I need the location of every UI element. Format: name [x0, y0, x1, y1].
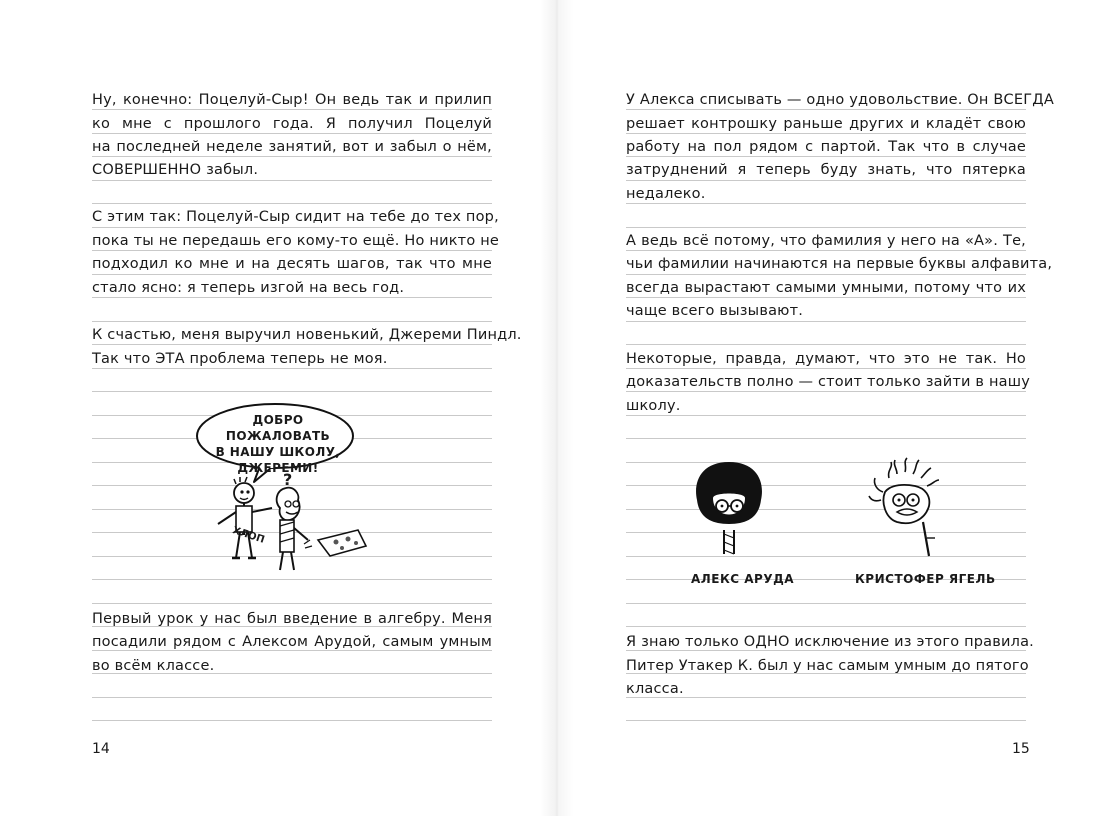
text-line: А ведь всё потому, что фамилия у него на «А». Те, — [626, 233, 1026, 249]
text-line: Так что ЭТА проблема теперь не моя. — [92, 351, 388, 367]
page-number: 15 — [1012, 741, 1030, 757]
text-line: подходил ко мне и на десять шагов, так что мне — [92, 256, 492, 272]
text-line: чаще всего вызывают. — [626, 303, 804, 319]
ruled-line — [626, 485, 1026, 486]
ruled-line — [626, 156, 1026, 157]
text-line: класса. — [626, 681, 684, 697]
ruled-line — [626, 227, 1026, 228]
ruled-line — [92, 109, 492, 110]
ruled-line — [92, 250, 492, 251]
ruled-line — [92, 720, 492, 721]
ruled-line — [92, 203, 492, 204]
ruled-line — [92, 156, 492, 157]
text-line: С этим так: Поцелуй-Сыр сидит на тебе до тех пор, — [92, 209, 499, 225]
text-line: К счастью, меня выручил новенький, Джереми Пиндл. — [92, 327, 522, 343]
ruled-line — [92, 603, 492, 604]
bubble-line: В НАШУ ШКОЛУ, — [215, 445, 341, 459]
question-mark: ? — [283, 470, 293, 489]
ruled-line — [626, 438, 1026, 439]
ruled-line — [626, 321, 1026, 322]
ruled-line — [626, 250, 1026, 251]
text-line: СОВЕРШЕННО забыл. — [92, 162, 259, 178]
alex-aruda-illustration — [689, 458, 769, 568]
text-line: Первый урок у нас был введение в алгебру. Меня — [92, 611, 492, 627]
ruled-line — [626, 274, 1026, 275]
sound-effect-text: ХЛОП — [231, 525, 266, 546]
text-line: Ну, конечно: Поцелуй-Сыр! Он ведь так и прилип — [92, 92, 492, 108]
ruled-line — [626, 203, 1026, 204]
text-line: Я знаю только ОДНО исключение из этого правила. — [626, 634, 1034, 650]
text-line: У Алекса списывать — одно удовольствие. Он ВСЕГДА — [626, 92, 1054, 108]
ruled-line — [626, 532, 1026, 533]
text-line: недалеко. — [626, 186, 706, 202]
text-line: школу. — [626, 398, 681, 414]
ruled-line — [92, 344, 492, 345]
bubble-line: ДОБРО ПОЖАЛОВАТЬ — [225, 413, 331, 443]
ruled-line — [626, 109, 1026, 110]
ruled-line — [626, 462, 1026, 463]
text-line: чьи фамилии начинаются на первые буквы алфавита, — [626, 256, 1053, 272]
ruled-line — [92, 697, 492, 698]
caption-christopher: КРИСТОФЕР ЯГЕЛЬ — [855, 572, 996, 586]
ruled-line — [92, 321, 492, 322]
text-line: во всём классе. — [92, 658, 215, 674]
text-line: затруднений я теперь буду знать, что пятерка — [626, 162, 1026, 178]
text-line: Питер Утакер К. был у нас самым умным до пятого — [626, 658, 1029, 674]
ruled-line — [626, 344, 1026, 345]
ruled-line — [92, 180, 492, 181]
ruled-line — [92, 227, 492, 228]
ruled-line — [626, 297, 1026, 298]
text-line: стало ясно: я теперь изгой на весь год. — [92, 280, 405, 296]
text-line: пока ты не передашь его кому-то ещё. Но никто не — [92, 233, 499, 249]
text-line: на последней неделе занятий, вот и забыл о нём, — [92, 139, 492, 155]
text-line: ко мне с прошлого года. Я получил Поцелуй — [92, 116, 492, 132]
ruled-line — [92, 391, 492, 392]
text-line: решает контрошку раньше других и кладёт свою — [626, 116, 1026, 132]
text-line: всегда вырастают самыми умными, потому что их — [626, 280, 1026, 296]
ruled-line — [92, 274, 492, 275]
ruled-line — [626, 720, 1026, 721]
caption-alex: АЛЕКС АРУДА — [691, 572, 795, 586]
ruled-line — [626, 603, 1026, 604]
page-number: 14 — [92, 741, 110, 757]
text-line: работу на пол рядом с партой. Так что в случае — [626, 139, 1026, 155]
text-line: доказательств полно — стоит только зайти в нашу — [626, 374, 1030, 390]
ruled-line — [626, 556, 1026, 557]
text-line: Некоторые, правда, думают, что это не так. Но — [626, 351, 1026, 367]
ruled-line — [626, 180, 1026, 181]
ruled-line — [626, 391, 1026, 392]
ruled-line — [626, 626, 1026, 627]
speech-bubble-text — [200, 412, 356, 476]
text-line: посадили рядом с Алексом Арудой, самым умным — [92, 634, 492, 650]
ruled-line — [626, 509, 1026, 510]
ruled-line — [92, 297, 492, 298]
christopher-yagel-illustration — [867, 458, 947, 568]
right-page — [557, 0, 1114, 816]
bubble-line: ДЖЕРЕМИ! — [237, 461, 319, 475]
